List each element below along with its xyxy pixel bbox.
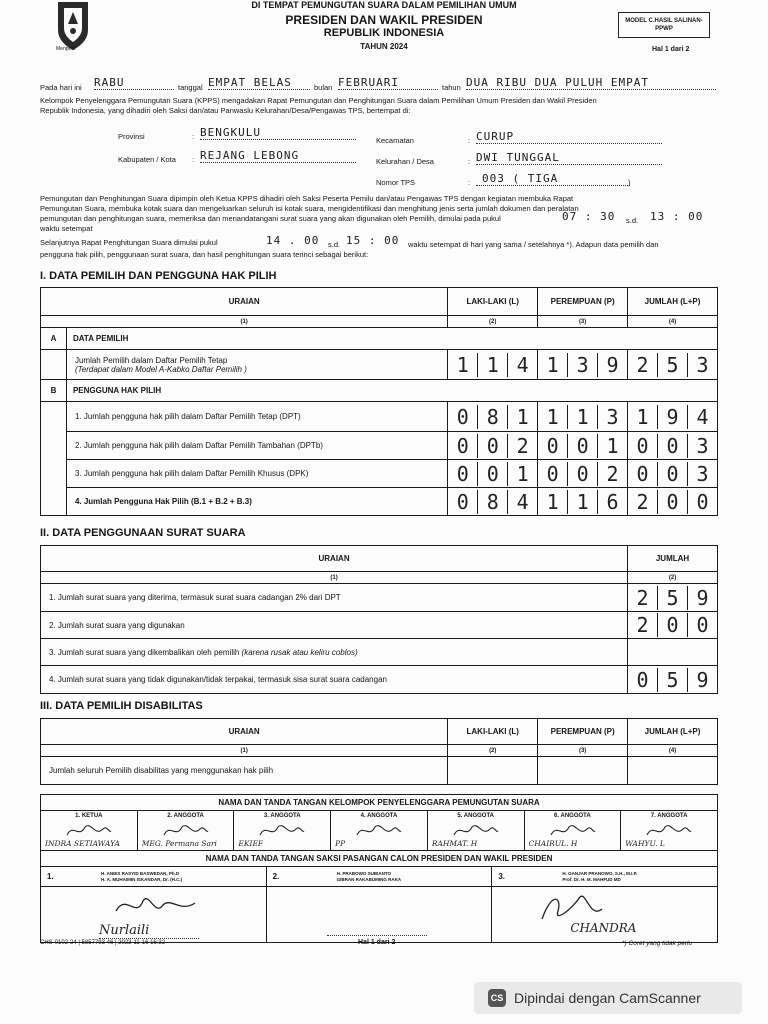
body-text-1: Pemungutan dan Penghitungan Suara dipimpin oleh Ketua KPPS dihadiri oleh Saksi Peserta Pemilu dan/atau Pengawas TPS dengan kegiatan membuka Rapat [40, 194, 574, 203]
saksi-2-signature [266, 887, 492, 943]
end-time: 13 : 00 [650, 210, 704, 223]
saksi-3-name: CHANDRA [570, 921, 637, 935]
digit-box: 0 [687, 490, 717, 514]
kpps-signature-table [40, 794, 718, 867]
kpps-member-name: WAHYU. L [625, 839, 665, 848]
bulan-label: bulan [314, 83, 333, 92]
body-text-3: pemungutan dan penghitungan suara, memeriksa dan menandatangani surat suara yang akan digunakan oleh Pemilih, dimulai pada pukul [40, 214, 501, 223]
s3-header-p: PEREMPUAN (P) [538, 719, 628, 745]
b3-j-boxes [628, 460, 718, 488]
kpps-sign-icon [353, 821, 403, 841]
form-page: Menpedi DI TEMPAT PEMUNGUTAN SUARA DALAM PEMILIHAN UMUM PRESIDEN DAN WAKIL PRESIDEN REPUBLIK INDONESIA TAHUN 2024 MODEL C.HASIL SALINAN-PPWP Hal 1 dari 2 Pada hari ini RABU tanggal EMPAT BELAS bulan FEBRUARI tahun DUA RIBU DUA PULUH EMPAT Kelompok Penyelenggara Pemungutan Suara (KPPS) mengadakan Rapat Pemungutan dan Penghitungan Suara dalam Pemilihan Umum Presiden dan Wakil Presiden Republik Indonesia, yang dihadiri oleh Saksi dan/atau Panwaslu Kelurahan/Desa/Pengawas TPS, bertempat di: Provinsi : BENGKULU Kabupaten / Kota : REJANG LEBONG Kecamatan : CURUP Kelurahan / Desa : DWI TUNGGAL Nomor TPS : 003 ( TIGA ) Pemungutan dan Penghitungan Suara dipimpin oleh Ketua KPPS dihadiri oleh Saksi Peserta Pemilu dan/atau Pengawas TPS dengan kegiatan membuka Rapat Pemungutan Suara, membuka kotak suara dan mengeluarkan seluruh isi kotak suara, mengidentifikasi dan menghitung jenis serta jumlah dokumen dan peralatan pemungutan dan penghitungan suara, memeriksa dan menandatangani surat suara yang akan digunakan oleh Pemilih, dimulai pada pukul 07 : 30 s.d. 13 : 00 waktu setempat Selanjutnya Rapat Penghitungan Suara dimulai pukul 14 . 00 s.d. 15 : 00 waktu setempat di hari yang sama / setelahnya *). Adapun data pemilih dan pengguna hak pilih, penggunaan surat suara, dan hasil penghitungan suara terinci sebagai berikut: I. DATA PEMILIH DAN PENGGUNA HAK PILIH URAIAN LAKI-LAKI (L) PEREMPUAN (P) JUMLAH (L+P) (1) (2) (3) (4) A DATA PEMILIH Jumlah Pemilih dalam Daftar Pemilih Tetap (Terdapat dalam Model A-Kabko Daftar Pemilih ) 1 1 4 1 3 9 2 5 3 B PENGGUNA HAK PILIH 1. Jumlah pengguna hak pilih dalam Daftar Pemilih Tetap (DPT) 0 8 1 1 1 3 1 9 4 2. Jumlah pengguna hak pilih dalam Daftar Pemilih Tambahan (DPTb) 0 0 2 0 0 1 0 0 3 3. Jumlah pengguna hak pilih dalam Daftar Pemilih Khusus (DPK) 0 0 1 0 0 2 0 0 3 4. Jumlah Pengguna Hak Pilih (B.1 + B.2 + B.3) 0 8 4 1 1 6 2 0 0 II. DATA PENGGUNAAN SURAT SUARA URAIAN JUMLAH (1) (2) 1. Jumlah surat suara yang diterima, termasuk surat suara cadangan 2% dari DPT 2 5 9 2. Jumlah surat suara yang digunakan 2 0 0 3. Jumlah surat suara yang dikembalikan oleh pemilih (karena rusak atau keliru coblos) 4. Jumlah surat suara yang tidak digunakan/tidak terpakai, termasuk sisa surat suara cadangan 0 5 9 III. DATA PEMILIH DISABILITAS URAIAN LAKI-LAKI (L) PEREMPUAN (P) JUMLAH (L+P) (1) (2) (3) (4) Jumlah seluruh Pemilih disabilitas yang menggunakan hak pilih NAMA DAN TANDA TANGAN KELOMPOK PENYELENGGARA PEMUNGUTAN SUARA 1. KETUA INDRA SETIAWAYA 2. ANGGOTA MEG. Permana Sari 3. ANGGOTA EKIEF 4. ANGGOTA PP 5. ANGGOTA RAHMAT. H 6. ANGGOTA CHAIRUL. H 7. ANGGOTA WAHYU. L NAMA DAN TANDA TANGAN SAKSI PASANGAN CALON PRESIDEN DAN WAKIL PRESIDEN 1. H. ANIES RASYID BASWEDAN, Ph.D H. A. MUHAIMIN ISKANDAR, Dr. (H.C.) 2. H. PRABOWO SUBIANTO GIBRAN RAKABUMING RAKA 3. H. GANJAR PRANOWO, S.H., M.I.P. Prof. Dr. H. M. MAHFUD MD Nurlaili CHANDRA CHS-0102-24 | 5857793 46 | 2023-11-16 16:32 Hal 1 dari 2 *) Coret yang tidak perlu CS Dipindai dengan CamScanner [0, 0, 768, 1024]
digit-box: 2 [636, 489, 649, 514]
digit-box: 0 [636, 667, 649, 692]
digit-box: 6 [597, 490, 627, 514]
digit-box: 1 [567, 490, 597, 514]
saksi-1-signature [41, 887, 267, 943]
b1-label: 1. Jumlah pengguna hak pilih dalam Daftar Pemilih Tetap (DPT) [66, 402, 447, 432]
s2-row-1-label: 1. Jumlah surat suara yang diterima, termasuk surat suara cadangan 2% dari DPT [41, 584, 628, 612]
body-text-4: waktu setempat [40, 224, 93, 233]
digit-box: 3 [687, 353, 717, 377]
count-start-time: 14 . 00 [266, 234, 320, 247]
s3-header-l: LAKI-LAKI (L) [448, 719, 538, 745]
digit-box: 9 [657, 405, 687, 429]
kpps-member-name: CHAIRUL. H [528, 839, 578, 848]
kpps-signature-cell [234, 811, 331, 851]
sd-label-1: s.d. [626, 216, 639, 225]
kecamatan-label: Kecamatan [376, 136, 414, 145]
footer-code: CHS-0102-24 | 5857793 46 | 2023-11-16 16:32 [40, 940, 166, 946]
model-code-box: MODEL C.HASIL SALINAN-PPWP [618, 12, 710, 38]
header-page-number: Hal 1 dari 2 [652, 46, 690, 53]
digit-box: 0 [546, 461, 559, 486]
kpps-member-name: INDRA SETIAWAYA [45, 839, 120, 848]
digit-box: 0 [657, 613, 687, 637]
s1-header-uraian: URAIAN [41, 288, 448, 316]
kpps-sign-icon [256, 821, 306, 841]
dpt-l-boxes [448, 350, 538, 380]
kpps-signature-cell [427, 811, 524, 851]
kpps-member-name: MEG. Permana Sari [141, 839, 217, 848]
digit-box: 2 [636, 352, 649, 377]
kpps-role: 4. ANGGOTA [360, 813, 398, 819]
kpps-member-name: PP [335, 839, 346, 848]
b4-p-boxes [538, 488, 628, 516]
digit-box: 3 [597, 405, 627, 429]
b1-j-boxes [628, 402, 718, 432]
kpps-sign-icon [547, 821, 597, 841]
kelurahan-value: DWI TUNGGAL [476, 151, 662, 165]
b2-j-boxes [628, 432, 718, 460]
kpps-signature-cell [621, 811, 718, 851]
b1-p-boxes [538, 402, 628, 432]
b4-label: 4. Jumlah Pengguna Hak Pilih (B.1 + B.2 + B.3) [66, 488, 447, 516]
kecamatan-value: CURUP [476, 130, 662, 144]
digit-box: 2 [636, 585, 649, 610]
digit-box: 1 [477, 353, 507, 377]
footer-note: *) Coret yang tidak perlu [622, 940, 693, 947]
saksi-signature-table [40, 866, 718, 943]
saksi-3-signature [492, 887, 718, 943]
digit-box: 5 [657, 668, 687, 692]
digit-box: 1 [546, 352, 559, 377]
s3-row-1-label: Jumlah seluruh Pemilih disabilitas yang menggunakan hak pilih [41, 757, 448, 785]
digit-box: 1 [597, 434, 627, 458]
digit-box: 0 [567, 462, 597, 486]
hari-value: RABU [94, 76, 174, 90]
digit-box: 0 [477, 434, 507, 458]
digit-box: 5 [657, 353, 687, 377]
sd-label-2: s.d. [328, 240, 341, 249]
s1-group-b-title: PENGGUNA HAK PILIH [66, 380, 717, 402]
body-text-6: pengguna hak pilih, penggunaan surat suara, dan hasil penghitungan suara terinci sebagai berikut: [40, 250, 369, 259]
section-3-title: III. DATA PEMILIH DISABILITAS [40, 700, 203, 712]
b3-label: 3. Jumlah pengguna hak pilih dalam Daftar Pemilih Khusus (DPK) [66, 460, 447, 488]
saksi-1-name: Nurlaili [99, 923, 199, 939]
s2-header-j: JUMLAH [628, 546, 718, 572]
section-1-title: I. DATA PEMILIH DAN PENGGUNA HAK PILIH [40, 270, 277, 282]
body-text-2: Pemungutan Suara, membuka kotak suara dan mengeluarkan seluruh isi kotak suara, mengidentifikasi dan menghitung jenis serta jumlah dokumen dan peralatan [40, 204, 579, 213]
tps-label: Nomor TPS [376, 178, 416, 187]
digit-box: 0 [456, 404, 469, 429]
s3-p-boxes [538, 757, 628, 785]
saksi-2-header: 2. H. PRABOWO SUBIANTO GIBRAN RAKABUMING RAKA [266, 867, 492, 887]
body-text-5a: Selanjutnya Rapat Penghitungan Suara dimulai pukul [40, 238, 218, 247]
b2-label: 2. Jumlah pengguna hak pilih dalam Daftar Pemilih Tambahan (DPTb) [66, 432, 447, 460]
digit-box: 5 [657, 586, 687, 610]
saksi-1-sign-icon [111, 891, 201, 921]
digit-box: 9 [597, 353, 627, 377]
digit-box: 0 [687, 613, 717, 637]
s2-row-2-label: 2. Jumlah surat suara yang digunakan [41, 612, 628, 639]
digit-box: 1 [546, 489, 559, 514]
tanggal-value: EMPAT BELAS [208, 76, 310, 90]
opening-text-2: Republik Indonesia, yang dihadiri oleh Saksi dan/atau Panwaslu Kelurahan/Desa/Pengawas TPS, bertempat di: [40, 106, 411, 115]
s2-row-2-boxes [628, 612, 718, 639]
saksi-1-header: 1. H. ANIES RASYID BASWEDAN, Ph.D H. A. MUHAIMIN ISKANDAR, Dr. (H.C.) [41, 867, 267, 887]
section-2-title: II. DATA PENGGUNAAN SURAT SUARA [40, 527, 246, 539]
kpps-role: 3. ANGGOTA [263, 813, 301, 819]
header-line-2: PRESIDEN DAN WAKIL PRESIDEN [285, 13, 483, 27]
digit-box: 4 [507, 353, 537, 377]
s1-group-b: B [41, 380, 67, 402]
s3-j-boxes [628, 757, 718, 785]
digit-box: 0 [456, 489, 469, 514]
tanggal-label: tanggal [178, 83, 203, 92]
digit-box: 8 [477, 405, 507, 429]
s1-group-a: A [41, 328, 67, 350]
s2-header-uraian: URAIAN [41, 546, 628, 572]
digit-box: 1 [507, 462, 537, 486]
dpt-j-boxes [628, 350, 718, 380]
section-2-table: URAIAN JUMLAH (1) (2) 1. Jumlah surat suara yang diterima, termasuk surat suara cadangan 2% dari DPT 2 5 9 2. Jumlah surat suara yang digunakan 2 0 0 3. Jumlah surat suara yang dikembalikan oleh pemilih (karena rusak atau keliru coblos) 4. Jumlah surat suara yang tidak digunakan/tidak terpakai, termasuk sisa surat suara cadangan 0 5 9 [40, 545, 718, 694]
b2-l-boxes [448, 432, 538, 460]
kpps-signature-cell [41, 811, 138, 851]
camscanner-label: Dipindai dengan CamScanner [514, 990, 701, 1006]
saksi-title: NAMA DAN TANDA TANGAN SAKSI PASANGAN CALON PRESIDEN DAN WAKIL PRESIDEN [41, 851, 718, 867]
kpps-member-name: EKIEF [238, 839, 264, 848]
b4-l-boxes [448, 488, 538, 516]
tps-close: ) [628, 178, 631, 187]
start-time: 07 : 30 [562, 210, 616, 223]
kpps-role: 5. ANGGOTA [457, 813, 494, 819]
digit-box: 0 [657, 434, 687, 458]
kpps-member-name: RAHMAT. H [431, 839, 478, 848]
saksi-3-header: 3. H. GANJAR PRANOWO, S.H., M.I.P. Prof. Dr. H. M. MAHFUD MD [492, 867, 718, 887]
camscanner-icon: CS [488, 989, 506, 1007]
kpps-sign-icon [63, 821, 113, 841]
s1-header-l: LAKI-LAKI (L) [448, 288, 538, 316]
s3-header-uraian: URAIAN [41, 719, 448, 745]
tahun-label: tahun [442, 83, 461, 92]
kpps-sign-icon [160, 821, 210, 841]
s3-l-boxes [448, 757, 538, 785]
digit-box: 3 [567, 353, 597, 377]
b4-j-boxes [628, 488, 718, 516]
kpps-role: 6. ANGGOTA [554, 813, 591, 819]
kpps-role: 2. ANGGOTA [167, 813, 204, 819]
kpps-signature-cell [137, 811, 234, 851]
digit-box: 1 [567, 405, 597, 429]
opening-text-1: Kelompok Penyelenggara Pemungutan Suara (KPPS) mengadakan Rapat Pemungutan dan Penghitungan Suara dalam Pemilihan Umum Presiden dan Wakil Presiden [40, 96, 597, 105]
kelurahan-label: Kelurahan / Desa [376, 157, 434, 166]
digit-box: 8 [477, 490, 507, 514]
s2-row-3-label: 3. Jumlah surat suara yang dikembalikan oleh pemilih (karena rusak atau keliru coblos) [41, 639, 628, 666]
digit-box: 1 [546, 404, 559, 429]
s2-row-1-boxes [628, 584, 718, 612]
kabupaten-label: Kabupaten / Kota [118, 155, 176, 164]
s3-header-j: JUMLAH (L+P) [628, 719, 718, 745]
kpps-title: NAMA DAN TANDA TANGAN KELOMPOK PENYELENGGARA PEMUNGUTAN SUARA [41, 795, 718, 811]
digit-box: 0 [456, 433, 469, 458]
digit-box: 0 [567, 434, 597, 458]
dpt-label: Jumlah Pemilih dalam Daftar Pemilih Tetap (Terdapat dalam Model A-Kabko Daftar Pemilih ) [66, 350, 447, 380]
digit-box: 3 [687, 462, 717, 486]
header-line-3: REPUBLIK INDONESIA [323, 27, 445, 39]
kpps-sign-icon [643, 821, 693, 841]
b3-p-boxes [538, 460, 628, 488]
digit-box: 4 [507, 490, 537, 514]
digit-box: 0 [546, 433, 559, 458]
digit-box: 2 [507, 434, 537, 458]
kpps-signature-cell [524, 811, 621, 851]
provinsi-value: BENGKULU [200, 126, 356, 140]
provinsi-label: Provinsi [118, 132, 145, 141]
s1-header-j: JUMLAH (L+P) [628, 288, 718, 316]
header-line-4: TAHUN 2024 [360, 42, 408, 51]
tahun-value: DUA RIBU DUA PULUH EMPAT [466, 76, 716, 90]
kpps-sign-icon [450, 821, 500, 841]
section-1-table: URAIAN LAKI-LAKI (L) PEREMPUAN (P) JUMLAH (L+P) (1) (2) (3) (4) A DATA PEMILIH Jumlah Pemilih dalam Daftar Pemilih Tetap (Terdapat dalam Model A-Kabko Daftar Pemilih ) 1 1 4 1 3 9 2 5 3 B PENGGUNA HAK PILIH 1. Jumlah pengguna hak pilih dalam Daftar Pemilih Tetap (DPT) 0 8 1 1 1 3 1 9 4 2. Jumlah pengguna hak pilih dalam Daftar Pemilih Tambahan (DPTb) 0 0 2 0 0 1 0 0 3 3. Jumlah pengguna hak pilih dalam Daftar Pemilih Khusus (DPK) 0 0 1 0 0 2 0 0 3 4. Jumlah Pengguna Hak Pilih (B.1 + B.2 + B.3) 0 8 4 1 1 6 2 0 0 [40, 287, 718, 516]
digit-box: 2 [636, 613, 649, 637]
digit-box: 0 [477, 462, 507, 486]
digit-box: 2 [597, 462, 627, 486]
digit-box: 4 [687, 405, 717, 429]
dpt-p-boxes [538, 350, 628, 380]
footer-page: Hal 1 dari 2 [358, 939, 396, 946]
kabupaten-value: REJANG LEBONG [200, 149, 356, 163]
s2-row-4-boxes [628, 666, 718, 694]
body-text-5b: waktu setempat di hari yang sama / setelahnya *). Adapun data pemilih dan [408, 240, 659, 249]
bulan-value: FEBRUARI [338, 76, 438, 90]
digit-box: 0 [657, 462, 687, 486]
s2-row-4-label: 4. Jumlah surat suara yang tidak digunakan/tidak terpakai, termasuk sisa surat suara cadangan [41, 666, 628, 694]
s2-row-3-boxes [628, 639, 718, 666]
kpps-role: 1. KETUA [75, 813, 103, 819]
kpps-signature-cell [331, 811, 428, 851]
digit-box: 9 [687, 586, 717, 610]
b3-l-boxes [448, 460, 538, 488]
digit-box: 0 [657, 490, 687, 514]
digit-box: 1 [507, 405, 537, 429]
logo-caption: Menpedi [56, 46, 76, 52]
count-end-time: 15 : 00 [346, 234, 400, 247]
kpps-role: 7. ANGGOTA [650, 813, 688, 819]
digit-box: 3 [687, 434, 717, 458]
digit-box: 0 [636, 461, 649, 486]
b1-l-boxes [448, 402, 538, 432]
digit-box: 1 [636, 404, 649, 429]
b2-p-boxes [538, 432, 628, 460]
header-line-1: DI TEMPAT PEMUNGUTAN SUARA DALAM PEMILIHAN UMUM [251, 0, 517, 10]
s1-header-p: PEREMPUAN (P) [538, 288, 628, 316]
s1-group-a-title: DATA PEMILIH [66, 328, 717, 350]
tps-value: 003 ( TIGA [476, 172, 630, 186]
digit-box: 0 [636, 433, 649, 458]
digit-box: 1 [456, 352, 469, 377]
digit-box: 9 [687, 668, 717, 692]
pada-hari-ini-label: Pada hari ini [40, 83, 82, 92]
digit-box: 0 [456, 461, 469, 486]
camscanner-badge [474, 982, 742, 1014]
section-3-table: URAIAN LAKI-LAKI (L) PEREMPUAN (P) JUMLAH (L+P) (1) (2) (3) (4) Jumlah seluruh Pemilih disabilitas yang menggunakan hak pilih [40, 718, 718, 785]
